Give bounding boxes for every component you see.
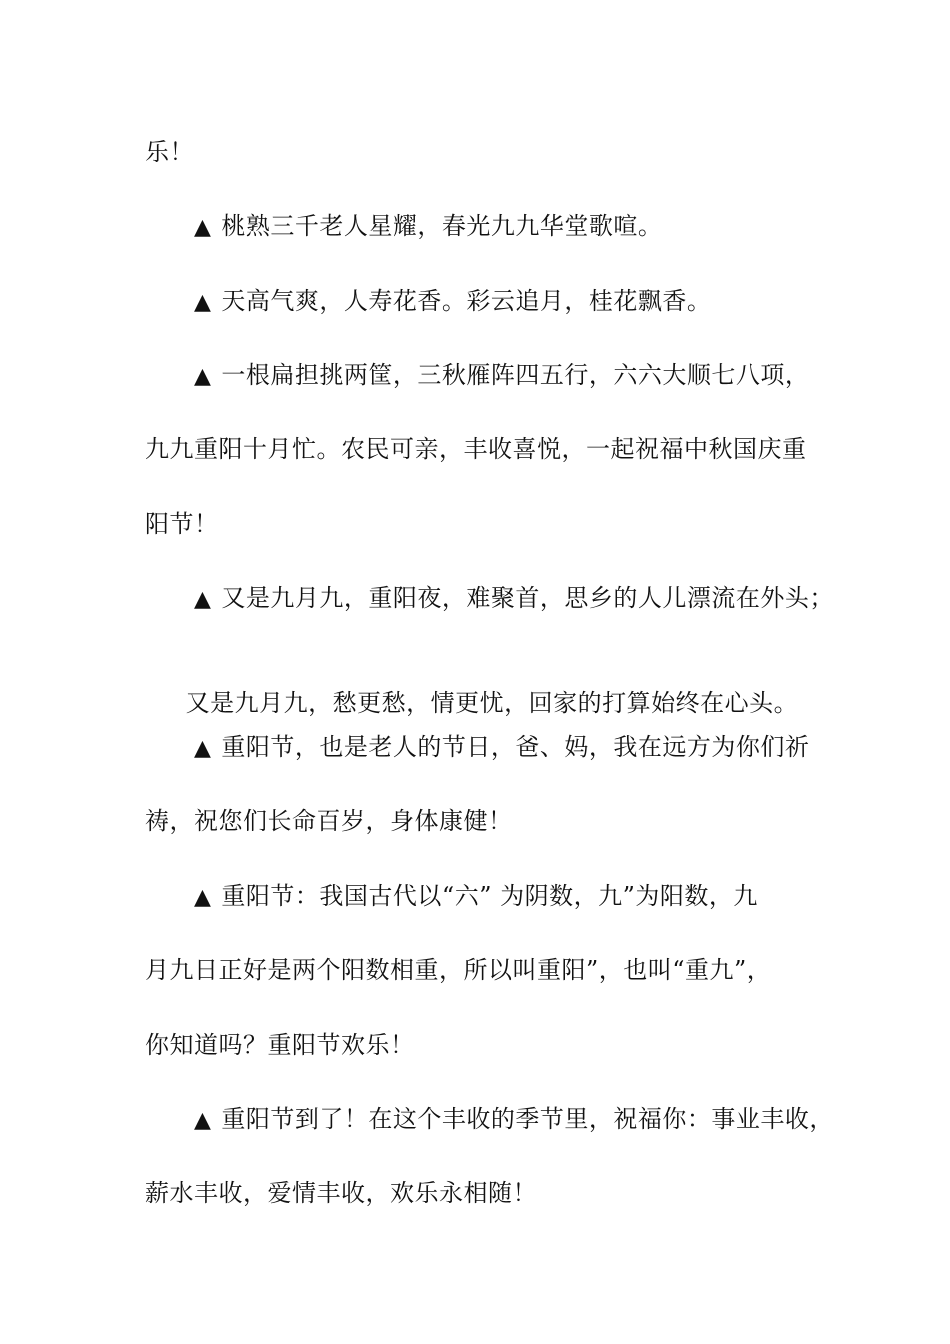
text-line — [145, 434, 807, 464]
line-text: 乐！ — [145, 138, 194, 166]
line-text: 你知道吗？重阳节欢乐！ — [145, 1031, 415, 1059]
bullet-line — [194, 360, 809, 392]
text-line — [145, 137, 194, 167]
bullet-line — [194, 732, 809, 764]
text-line — [145, 1030, 415, 1060]
text-line — [145, 1178, 537, 1208]
bullet-line — [194, 1104, 834, 1136]
triangle-bullet-icon: ▲ — [194, 885, 212, 910]
line-text: 重阳节，也是老人的节日，爸、妈，我在远方为你们祈 — [221, 733, 810, 761]
line-text: 重阳节：我国古代以“六” 为阴数，九”为阳数，九 — [221, 882, 758, 910]
line-text: 重阳节到了！在这个丰收的季节里，祝福你：事业丰收， — [221, 1105, 834, 1133]
line-text: 阳节！ — [145, 510, 219, 538]
triangle-bullet-icon: ▲ — [194, 290, 212, 315]
bullet-line — [194, 286, 711, 318]
line-text: 一根扁担挑两筐，三秋雁阵四五行，六六大顺七八项， — [221, 361, 810, 389]
line-text: 桃熟三千老人星耀，春光九九华堂歌喧。 — [221, 212, 663, 240]
triangle-bullet-icon: ▲ — [194, 587, 212, 612]
triangle-bullet-icon: ▲ — [194, 736, 212, 761]
line-text: 又是九月九，重阳夜，难聚首，思乡的人儿漂流在外头； — [221, 584, 834, 612]
text-line — [145, 955, 771, 985]
line-text: 天高气爽，人寿花香。彩云追月，桂花飘香。 — [221, 287, 712, 315]
triangle-bullet-icon: ▲ — [194, 1108, 212, 1133]
triangle-bullet-icon: ▲ — [194, 215, 212, 240]
line-text: 薪水丰收，爱情丰收，欢乐永相随！ — [145, 1179, 537, 1207]
triangle-bullet-icon: ▲ — [194, 364, 212, 389]
line-text: 又是九月九，愁更愁，情更忧，回家的打算始终在心头。 — [177, 689, 799, 717]
bullet-line — [194, 211, 662, 243]
line-text: 月九日正好是两个阳数相重，所以叫重阳”，也叫“重九”， — [145, 956, 772, 984]
text-line — [145, 806, 513, 836]
bullet-line — [194, 583, 834, 615]
text-line — [145, 509, 219, 539]
bullet-line — [194, 881, 758, 913]
line-text: 祷，祝您们长命百岁，身体康健！ — [145, 807, 513, 835]
line-text: 九九重阳十月忙。农民可亲，丰收喜悦，一起祝福中秋国庆重 — [145, 435, 807, 463]
